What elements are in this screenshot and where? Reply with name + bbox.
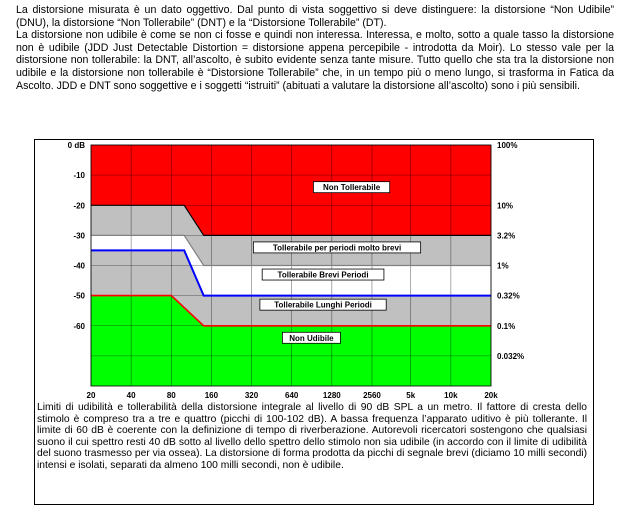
- y-tick-label: 0 dB: [67, 141, 85, 150]
- x-tick-label: 5k: [406, 391, 416, 400]
- right-percent-label: 0.1%: [497, 321, 516, 331]
- figure-caption: Limiti di udibilità e tollerabilità della distorsione integrale al livello di 90 dB SPL a un metro. Il fattore di cresta dello stimolo è compreso tra a tre e quattro (picchi di 100-102 dB). A bassa frequenza l’apparato uditivo è più tollerante. Il limite di 60 dB è coerente con la definizione di tempo di riverberazione. Autorevoli ricercatori sostengono che qualsiasi suono il cui spettro resti 40 dB sotto al livello dello spettro dello stimolo non sia udibile (in accordo con il limite di udibilità del suono trasmesso per via ossea). La distorsione di forma prodotta da picchi di segnale brevi (diciamo 10 milli secondi) intensi e isolati, separati da almeno 100 milli secondi, non è udibile.: [37, 402, 588, 471]
- right-percent-label: 10%: [497, 201, 514, 211]
- y-tick-label: -60: [73, 321, 85, 331]
- distortion-chart: [35, 140, 593, 402]
- intro-paragraph-1: La distorsione misurata è un dato oggettivo. Dal punto di vista soggettivo si deve distinguere: la distorsione “Non Udibile” (DNU), la distorsione “Non Tollerabile” (DNT) e la “Distorsione Tollerabile” (DT).: [16, 4, 614, 29]
- right-percent-label: 0.32%: [497, 291, 520, 301]
- x-tick-label: 320: [244, 391, 259, 400]
- distortion-figure: [34, 139, 594, 505]
- label-lunghi-periodi: Tollerabile Lunghi Periodi: [274, 300, 372, 310]
- y-tick-label: -20: [73, 201, 85, 211]
- label-brevi-periodi-group: [262, 269, 384, 280]
- x-tick-label: 640: [285, 391, 299, 400]
- label-non-tollerabile: Non Tollerabile: [322, 183, 381, 193]
- x-tick-label: 80: [166, 391, 176, 400]
- x-tick-label: 40: [126, 391, 136, 400]
- label-non-udibile-group: [282, 332, 340, 343]
- x-tick-label: 20: [86, 391, 96, 400]
- label-brevi-periodi: Tollerabile Brevi Periodi: [277, 270, 369, 280]
- right-percent-label: 100%: [497, 141, 518, 150]
- label-molto-brevi: Tollerabile per periodi molto brevi: [272, 243, 402, 253]
- y-tick-label: -40: [73, 261, 85, 271]
- label-non-udibile: Non Udibile: [289, 333, 334, 343]
- x-tick-label: 160: [204, 391, 219, 400]
- right-percent-label: 0.032%: [497, 351, 525, 361]
- y-tick-label: -50: [73, 291, 85, 301]
- label-non-tollerabile-group: [313, 182, 389, 193]
- intro-paragraph-2: La distorsione non udibile è come se non ci fosse e quindi non interessa. Interessa, e molto, sotto a quale tasso la distorsione non è udibile (JDD Just Detectable Distortion = distorsione appena percepibile - introdotta da Moir). Lo stesso vale per la distorsione non tollerabile: la DNT, all’ascolto, è subito evidente senza tante misure. Tutto quello che sta tra la distorsione non udibile e la distorsione non tollerabile è “Distorsione Tollerabile” che, in un tempo più o meno lungo, si trasforma in Fatica da Ascolto. JDD e DNT sono soggettive e i soggetti “istruiti” (abituati a valutare la distorsione all’ascolto) sono i più sensibili.: [16, 29, 614, 92]
- label-lunghi-periodi-group: [260, 299, 386, 310]
- x-tick-label: 10k: [444, 391, 458, 400]
- x-tick-label: 20k: [484, 391, 498, 400]
- label-molto-brevi-group: [253, 242, 420, 253]
- y-tick-label: -30: [73, 231, 85, 241]
- y-tick-label: -10: [73, 171, 85, 181]
- right-percent-label: 1%: [497, 261, 509, 271]
- right-percent-label: 3.2%: [497, 231, 516, 241]
- intro-text: [16, 4, 614, 92]
- x-tick-label: 2560: [363, 391, 381, 400]
- x-tick-label: 1280: [322, 391, 341, 400]
